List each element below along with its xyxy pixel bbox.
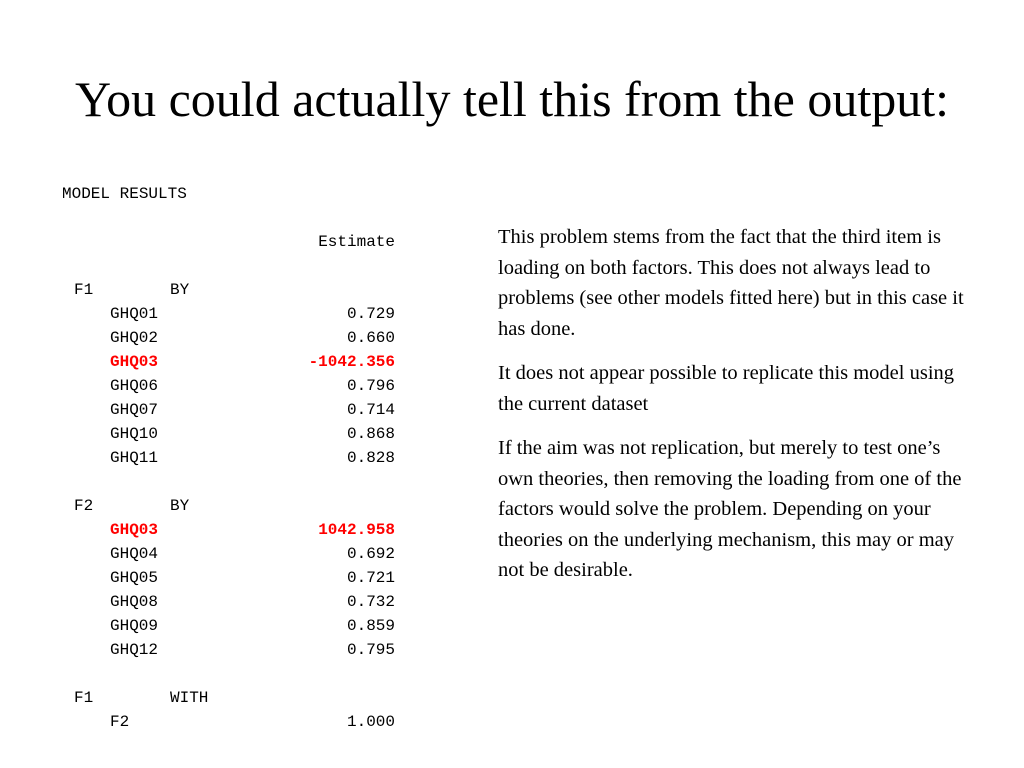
table-row bbox=[62, 326, 395, 350]
group-keyword: BY bbox=[170, 497, 190, 515]
table-row bbox=[62, 710, 395, 734]
row-item: GHQ09 bbox=[110, 617, 159, 635]
row-estimate: 0.796 bbox=[346, 377, 395, 395]
row-estimate: 0.828 bbox=[346, 449, 395, 467]
output-heading: MODEL RESULTS bbox=[62, 185, 187, 203]
estimate-column-header: Estimate bbox=[318, 233, 395, 251]
row-estimate: 0.729 bbox=[346, 305, 395, 323]
row-estimate: 0.721 bbox=[346, 569, 395, 587]
row-estimate: 1.000 bbox=[346, 713, 395, 731]
group-keyword: WITH bbox=[170, 689, 209, 707]
row-item: GHQ07 bbox=[110, 401, 159, 419]
row-item: GHQ04 bbox=[110, 545, 159, 563]
table-row bbox=[62, 542, 395, 566]
table-row-highlighted bbox=[62, 350, 395, 374]
table-row bbox=[62, 446, 395, 470]
table-row bbox=[62, 374, 395, 398]
group-factor: F1 bbox=[74, 689, 94, 707]
row-item: GHQ05 bbox=[110, 569, 159, 587]
table-row-highlighted bbox=[62, 518, 395, 542]
table-row bbox=[62, 614, 395, 638]
explanation-paragraph: If the aim was not replication, but merely to test one’s own theories, then removing the loading from one of the factors would solve the problem. Depending on your theories on the underlying mechanism, this may or may not be desirable. bbox=[498, 437, 962, 581]
row-estimate: 0.692 bbox=[346, 545, 395, 563]
spacer bbox=[62, 254, 395, 278]
row-item: F2 bbox=[110, 713, 130, 731]
explanation-paragraph: It does not appear possible to replicate this model using the current dataset bbox=[498, 362, 955, 415]
spacer bbox=[62, 662, 395, 686]
slide-title: You could actually tell this from the output: bbox=[75, 71, 949, 127]
group-factor: F1 bbox=[74, 281, 94, 299]
table-row bbox=[62, 302, 395, 326]
explanation-paragraph: This problem stems from the fact that the third item is loading on both factors. This does not always lead to problems (see other models fitted here) but in this case it has done. bbox=[498, 226, 964, 340]
table-row bbox=[62, 422, 395, 446]
table-row bbox=[62, 566, 395, 590]
row-estimate: -1042.356 bbox=[308, 353, 395, 371]
table-row bbox=[62, 398, 395, 422]
row-item: GHQ08 bbox=[110, 593, 159, 611]
row-estimate: 0.859 bbox=[346, 617, 395, 635]
group-header-f2-by bbox=[62, 494, 395, 518]
row-item: GHQ06 bbox=[110, 377, 159, 395]
row-item: GHQ01 bbox=[110, 305, 159, 323]
row-item: GHQ12 bbox=[110, 641, 159, 659]
row-estimate: 0.868 bbox=[346, 425, 395, 443]
row-item: GHQ10 bbox=[110, 425, 159, 443]
row-item: GHQ11 bbox=[110, 449, 159, 467]
table-row bbox=[62, 638, 395, 662]
spacer bbox=[62, 470, 395, 494]
row-item: GHQ03 bbox=[110, 353, 159, 371]
row-estimate: 0.660 bbox=[346, 329, 395, 347]
row-item: GHQ02 bbox=[110, 329, 159, 347]
row-estimate: 0.714 bbox=[346, 401, 395, 419]
explanation-text bbox=[498, 222, 968, 600]
row-estimate: 1042.958 bbox=[318, 521, 395, 539]
group-header-f1-with bbox=[62, 686, 395, 710]
table-row bbox=[62, 590, 395, 614]
group-keyword: BY bbox=[170, 281, 190, 299]
group-header-f1-by bbox=[62, 278, 395, 302]
row-estimate: 0.795 bbox=[346, 641, 395, 659]
group-factor: F2 bbox=[74, 497, 94, 515]
row-estimate: 0.732 bbox=[346, 593, 395, 611]
model-output bbox=[62, 182, 395, 734]
row-item: GHQ03 bbox=[110, 521, 159, 539]
